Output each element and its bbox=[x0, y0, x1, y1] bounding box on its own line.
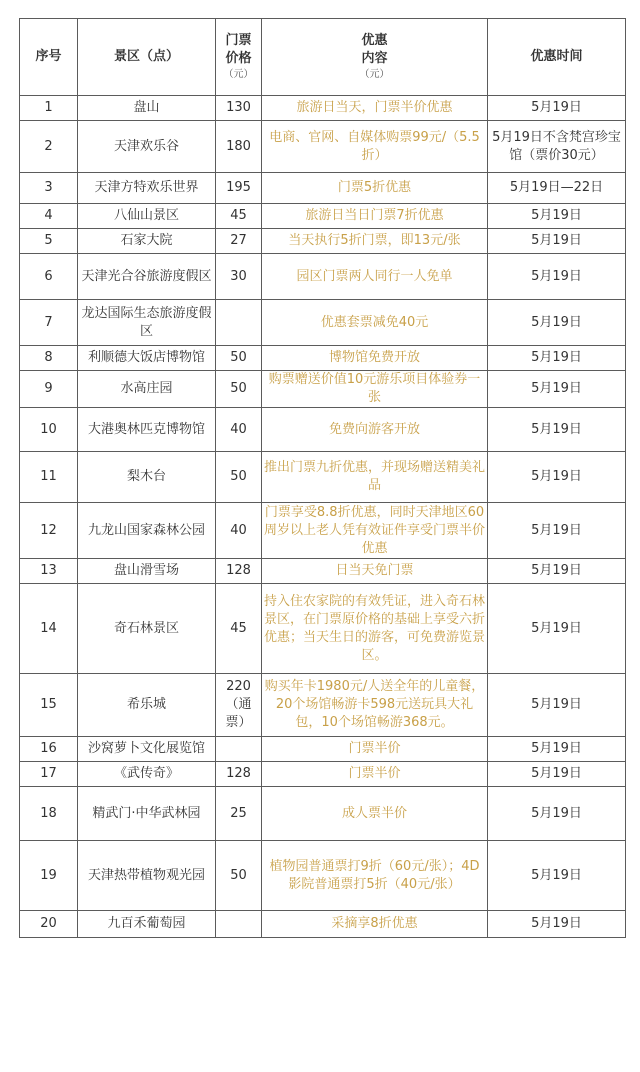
cell-time: 5月19日 bbox=[488, 452, 626, 503]
cell-offer: 日当天免门票 bbox=[262, 559, 488, 584]
header-price-line2: 价格 bbox=[225, 51, 252, 66]
cell-spot: 梨木台 bbox=[78, 452, 216, 503]
discount-table bbox=[19, 18, 626, 938]
header-spot: 景区（点） bbox=[78, 19, 216, 96]
cell-no: 16 bbox=[20, 737, 78, 762]
cell-time: 5月19日 bbox=[488, 674, 626, 737]
cell-offer: 推出门票九折优惠，并现场赠送精美礼品 bbox=[262, 452, 488, 503]
table-row bbox=[20, 452, 626, 503]
cell-no: 7 bbox=[20, 300, 78, 346]
cell-offer: 博物馆免费开放 bbox=[262, 346, 488, 371]
cell-no: 17 bbox=[20, 762, 78, 787]
cell-no: 5 bbox=[20, 229, 78, 254]
cell-offer: 免费向游客开放 bbox=[262, 408, 488, 452]
cell-no: 15 bbox=[20, 674, 78, 737]
cell-spot: 天津方特欢乐世界 bbox=[78, 173, 216, 204]
cell-offer: 购买年卡1980元/人送全年的儿童餐，20个场馆畅游卡598元送玩具大礼包，10个场馆畅游368元。 bbox=[262, 674, 488, 737]
cell-time: 5月19日 bbox=[488, 503, 626, 559]
cell-no: 3 bbox=[20, 173, 78, 204]
cell-price: 27 bbox=[216, 229, 262, 254]
cell-price: 220（通票） bbox=[216, 674, 262, 737]
cell-spot: 大港奥林匹克博物馆 bbox=[78, 408, 216, 452]
table-row bbox=[20, 121, 626, 173]
header-offer bbox=[262, 19, 488, 96]
table-row bbox=[20, 173, 626, 204]
header-offer-unit: （元） bbox=[359, 69, 390, 80]
cell-no: 4 bbox=[20, 204, 78, 229]
discount-table-container bbox=[19, 18, 626, 938]
cell-time: 5月19日 bbox=[488, 229, 626, 254]
cell-spot: 奇石林景区 bbox=[78, 584, 216, 674]
cell-no: 2 bbox=[20, 121, 78, 173]
header-price-line1: 门票 bbox=[225, 33, 252, 48]
cell-price: 128 bbox=[216, 559, 262, 584]
cell-spot: 龙达国际生态旅游度假区 bbox=[78, 300, 216, 346]
table-row bbox=[20, 737, 626, 762]
table-row bbox=[20, 762, 626, 787]
cell-spot: 水高庄园 bbox=[78, 371, 216, 408]
table-row bbox=[20, 371, 626, 408]
cell-price: 50 bbox=[216, 346, 262, 371]
table-body bbox=[20, 96, 626, 938]
cell-price bbox=[216, 911, 262, 938]
header-offer-line1: 优惠 bbox=[361, 33, 388, 48]
cell-spot: 利顺德大饭店博物馆 bbox=[78, 346, 216, 371]
table-row bbox=[20, 204, 626, 229]
cell-price: 30 bbox=[216, 254, 262, 300]
cell-no: 18 bbox=[20, 787, 78, 841]
cell-no: 6 bbox=[20, 254, 78, 300]
cell-no: 13 bbox=[20, 559, 78, 584]
cell-price: 45 bbox=[216, 204, 262, 229]
cell-price: 50 bbox=[216, 371, 262, 408]
cell-offer: 持入住农家院的有效凭证，进入奇石林景区，在门票原价格的基础上享受六折优惠；当天生日的游客，可免费游览景区。 bbox=[262, 584, 488, 674]
cell-price: 128 bbox=[216, 762, 262, 787]
cell-spot: 天津光合谷旅游度假区 bbox=[78, 254, 216, 300]
table-row bbox=[20, 503, 626, 559]
cell-spot: 九龙山国家森林公园 bbox=[78, 503, 216, 559]
cell-spot: 《武传奇》 bbox=[78, 762, 216, 787]
cell-offer: 采摘享8折优惠 bbox=[262, 911, 488, 938]
cell-time: 5月19日 bbox=[488, 408, 626, 452]
cell-time: 5月19日 bbox=[488, 911, 626, 938]
table-row bbox=[20, 559, 626, 584]
header-no: 序号 bbox=[20, 19, 78, 96]
cell-offer: 旅游日当日门票7折优惠 bbox=[262, 204, 488, 229]
cell-spot: 天津欢乐谷 bbox=[78, 121, 216, 173]
cell-no: 14 bbox=[20, 584, 78, 674]
cell-price: 50 bbox=[216, 452, 262, 503]
table-header-row bbox=[20, 19, 626, 96]
cell-no: 20 bbox=[20, 911, 78, 938]
table-row bbox=[20, 229, 626, 254]
header-time: 优惠时间 bbox=[488, 19, 626, 96]
table-row bbox=[20, 96, 626, 121]
cell-spot: 八仙山景区 bbox=[78, 204, 216, 229]
cell-spot: 沙窝萝卜文化展览馆 bbox=[78, 737, 216, 762]
cell-offer: 门票5折优惠 bbox=[262, 173, 488, 204]
cell-no: 8 bbox=[20, 346, 78, 371]
cell-offer: 购票赠送价值10元游乐项目体验券一张 bbox=[262, 371, 488, 408]
cell-offer: 门票半价 bbox=[262, 737, 488, 762]
cell-time: 5月19日 bbox=[488, 346, 626, 371]
cell-offer: 优惠套票减免40元 bbox=[262, 300, 488, 346]
cell-time: 5月19日 bbox=[488, 762, 626, 787]
table-row bbox=[20, 300, 626, 346]
cell-time: 5月19日 bbox=[488, 254, 626, 300]
cell-time: 5月19日 bbox=[488, 559, 626, 584]
cell-spot: 石家大院 bbox=[78, 229, 216, 254]
header-price-unit: （元） bbox=[223, 69, 254, 80]
cell-time: 5月19日—22日 bbox=[488, 173, 626, 204]
cell-no: 12 bbox=[20, 503, 78, 559]
cell-time: 5月19日 bbox=[488, 584, 626, 674]
cell-price: 50 bbox=[216, 841, 262, 911]
cell-price: 195 bbox=[216, 173, 262, 204]
cell-spot: 盘山滑雪场 bbox=[78, 559, 216, 584]
cell-offer: 旅游日当天，门票半价优惠 bbox=[262, 96, 488, 121]
cell-offer: 当天执行5折门票，即13元/张 bbox=[262, 229, 488, 254]
cell-spot: 盘山 bbox=[78, 96, 216, 121]
cell-offer: 成人票半价 bbox=[262, 787, 488, 841]
table-row bbox=[20, 674, 626, 737]
cell-offer: 门票享受8.8折优惠，同时天津地区60周岁以上老人凭有效证件享受门票半价优惠 bbox=[262, 503, 488, 559]
cell-no: 1 bbox=[20, 96, 78, 121]
cell-price: 40 bbox=[216, 408, 262, 452]
cell-offer: 植物园普通票打9折（60元/张）；4D影院普通票打5折（40元/张） bbox=[262, 841, 488, 911]
cell-spot: 九百禾葡萄园 bbox=[78, 911, 216, 938]
table-row bbox=[20, 911, 626, 938]
cell-spot: 精武门·中华武林园 bbox=[78, 787, 216, 841]
cell-time: 5月19日 bbox=[488, 371, 626, 408]
table-row bbox=[20, 254, 626, 300]
cell-price bbox=[216, 300, 262, 346]
cell-price bbox=[216, 737, 262, 762]
cell-no: 11 bbox=[20, 452, 78, 503]
cell-time: 5月19日 bbox=[488, 787, 626, 841]
cell-price: 45 bbox=[216, 584, 262, 674]
table-row bbox=[20, 787, 626, 841]
cell-time: 5月19日 bbox=[488, 204, 626, 229]
cell-spot: 希乐城 bbox=[78, 674, 216, 737]
table-row bbox=[20, 584, 626, 674]
cell-time: 5月19日 bbox=[488, 96, 626, 121]
header-price bbox=[216, 19, 262, 96]
cell-price: 40 bbox=[216, 503, 262, 559]
cell-no: 10 bbox=[20, 408, 78, 452]
cell-time: 5月19日不含梵宫珍宝馆（票价30元） bbox=[488, 121, 626, 173]
cell-price: 25 bbox=[216, 787, 262, 841]
cell-time: 5月19日 bbox=[488, 737, 626, 762]
cell-price: 180 bbox=[216, 121, 262, 173]
cell-no: 19 bbox=[20, 841, 78, 911]
cell-offer: 门票半价 bbox=[262, 762, 488, 787]
cell-time: 5月19日 bbox=[488, 300, 626, 346]
header-offer-line2: 内容 bbox=[361, 51, 388, 66]
cell-offer: 电商、官网、自媒体购票99元/（5.5折） bbox=[262, 121, 488, 173]
cell-spot: 天津热带植物观光园 bbox=[78, 841, 216, 911]
table-row bbox=[20, 841, 626, 911]
cell-time: 5月19日 bbox=[488, 841, 626, 911]
table-row bbox=[20, 346, 626, 371]
cell-offer: 园区门票两人同行一人免单 bbox=[262, 254, 488, 300]
cell-price: 130 bbox=[216, 96, 262, 121]
cell-no: 9 bbox=[20, 371, 78, 408]
table-row bbox=[20, 408, 626, 452]
